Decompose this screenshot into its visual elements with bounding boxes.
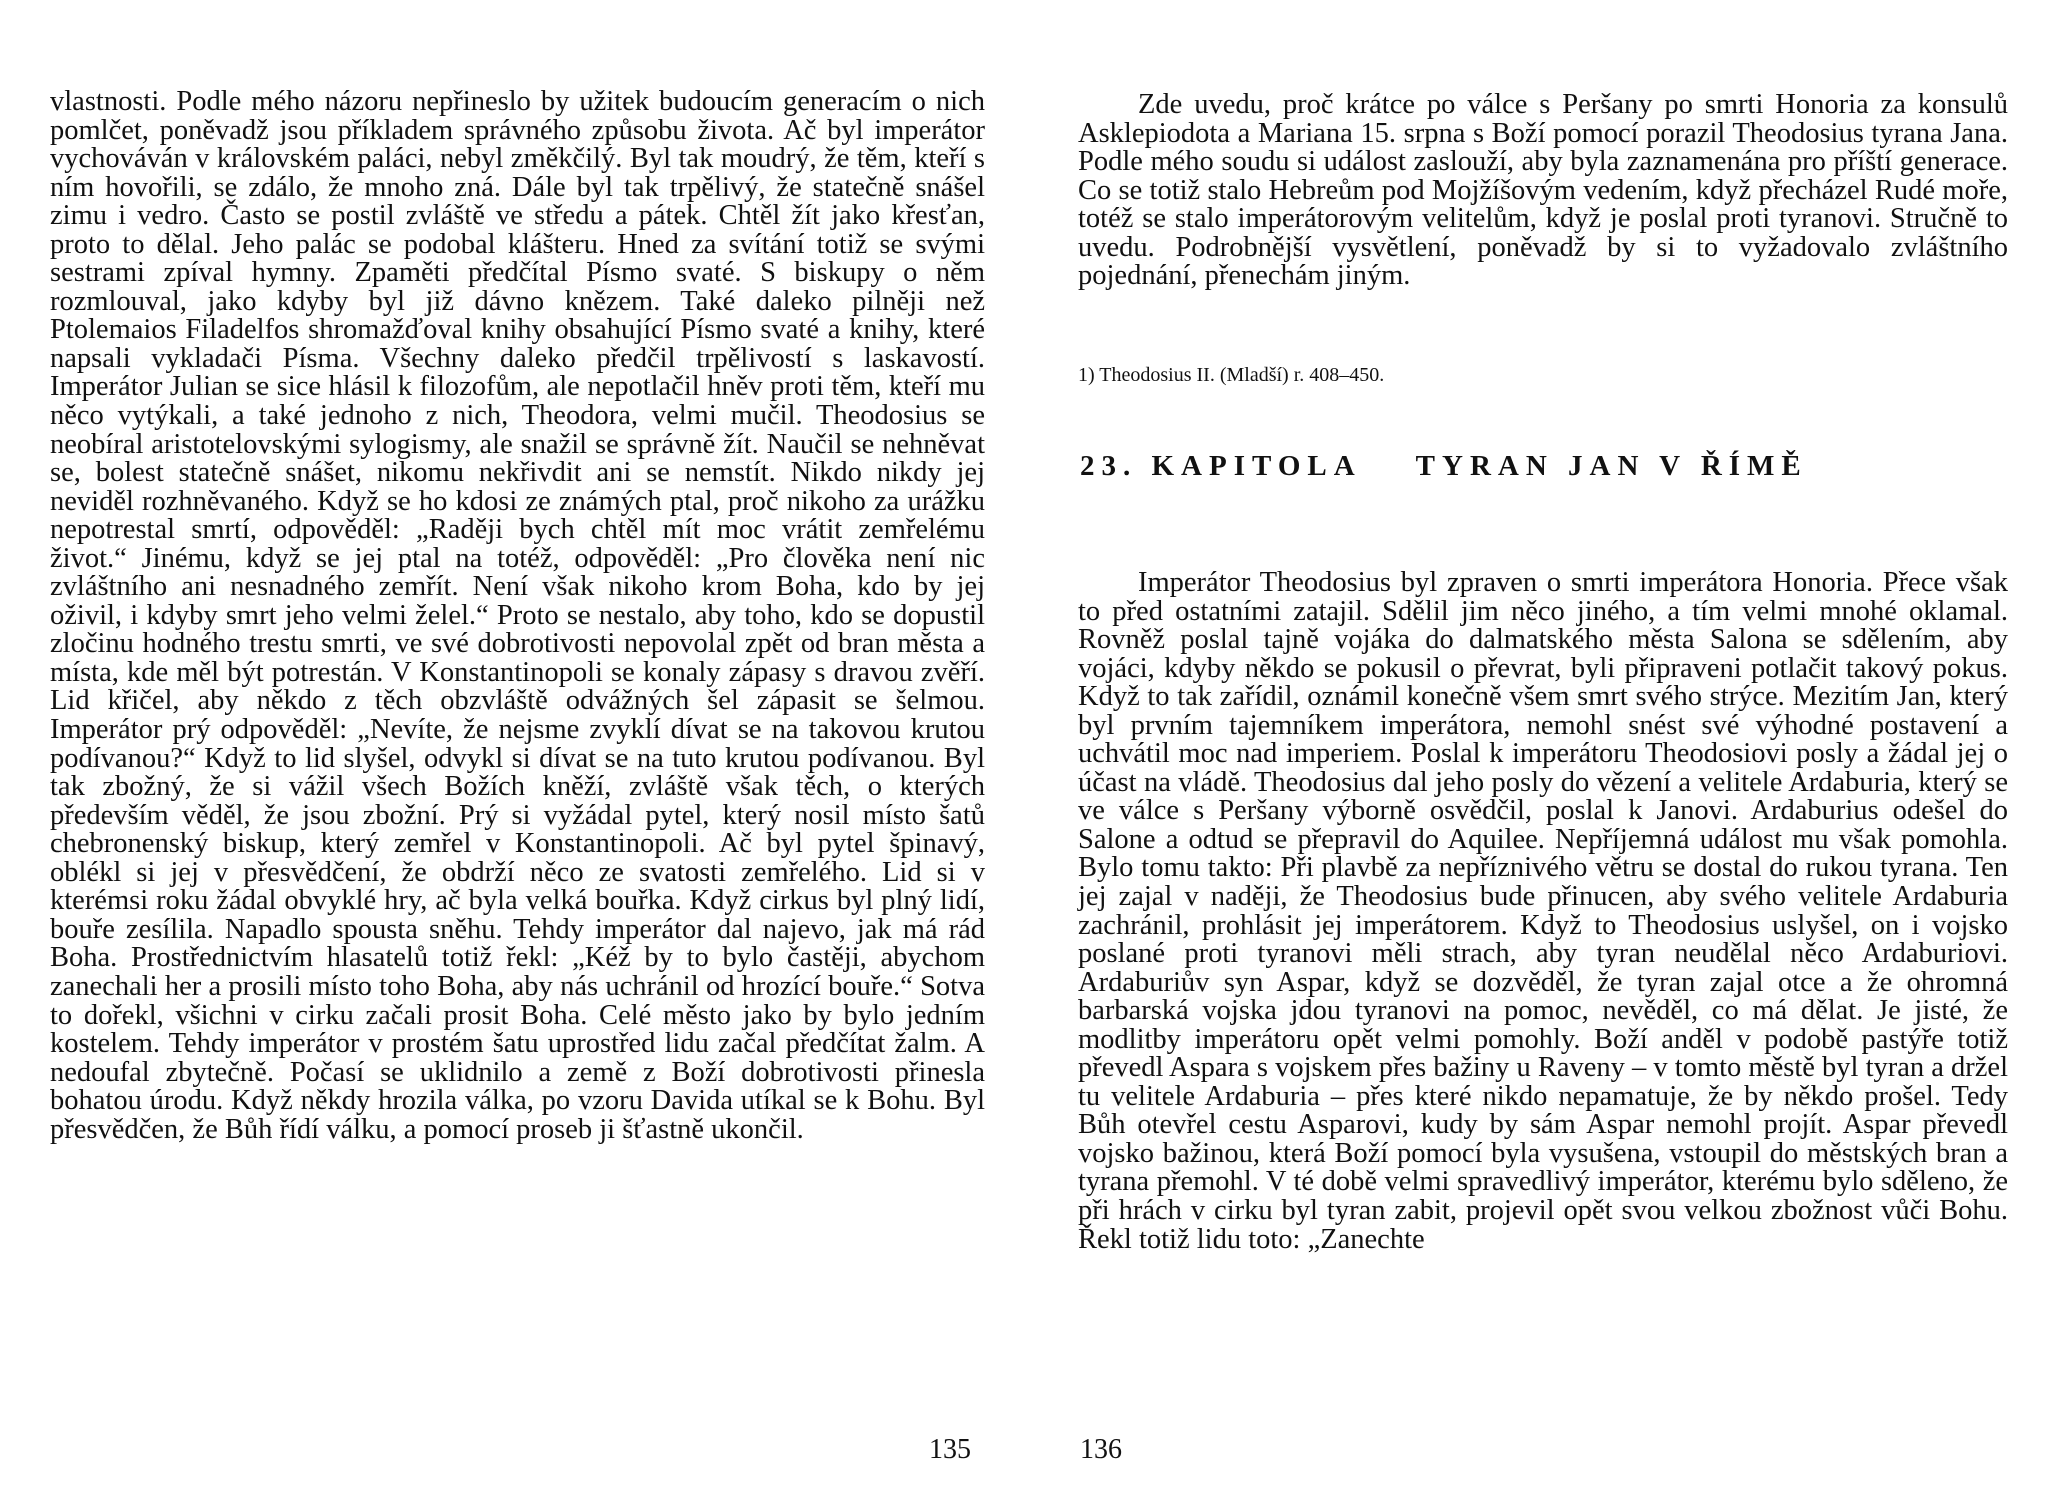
page-number-left: 135: [929, 1434, 971, 1465]
right-page-intro: [1078, 91, 2008, 291]
chapter-heading: [1080, 450, 1808, 483]
intro-paragraph: Zde uvedu, proč krátce po válce s Peršany po smrti Honoria za konsulů Asklepiodota a Mariana 15. srpna s Boží pomocí porazil Theodosius tyrana Jana. Podle mého soudu si událost zaslouží, aby byla zaznamenána pro příští generace. Co se totiž stalo Hebreům pod Mojžíšovým vedením, když přecházel Rudé moře, totéž se stalo imperátorovým velitelům, když je poslal proti tyranovi. Stručně to uvedu. Podrobnější vysvětlení, poněvadž by si to vyžadovalo zvláštního pojednání, přenechám jiným.: [1078, 89, 2008, 292]
chapter-body-text: [1078, 569, 2008, 1254]
right-page: [1024, 0, 2048, 1500]
page-number-right: 136: [1080, 1434, 1122, 1465]
chapter-label: 23. KAPITOLA: [1080, 450, 1362, 482]
left-paragraph: vlastnosti. Podle mého názoru nepřineslo by užitek budoucím generacím o nich pomlčet, poněvadž jsou příkladem správného způsobu života. Ač byl imperátor vychováván v královském paláci, nebyl změkčilý. Byl tak moudrý, že těm, kteří s ním hovořili, se zdálo, že mnoho zná. Dále byl tak trpělivý, že statečně snášel zimu i vedro. Často se postil zvláště ve středu a pátek. Chtěl žít jako křesťan, proto to dělal. Jeho palác se podobal klášteru. Hned za svítání totiž se svými sestrami zpíval hymny. Zpaměti předčítal Písmo svaté. S biskupy o něm rozmlouval, jako kdyby byl již dávno knězem. Také daleko pilněji než Ptolemaios Filadelfos shromažďoval knihy obsahující Písmo svaté a knihy, které napsali vykladači Písma. Všechny daleko předčil trpělivostí s laskavostí. Imperátor Julian se sice hlásil k filozofům, ale nepotlačil hněv proti těm, kteří mu něco vytýkali, a také jednoho z nich, Theodora, velmi mučil. Theodosius se neobíral aristotelovskými sylogismy, ale snažil se správně žít. Naučil se nehněvat se, bolest statečně snášet, nikomu nekřivdit ani se nemstít. Nikdo nikdy jej neviděl rozhněvaného. Když se ho kdosi ze známých ptal, proč nikoho za urážku nepotrestal smrtí, odpověděl: „Raději bych chtěl mít moc vrátit zemřelému život.“ Jinému, když se jej ptal na totéž, odpověděl: „Pro člověka není nic zvláštního ani nesnadného zemřít. Není však nikoho krom Boha, kdo by jej oživil, i kdyby smrt jeho velmi želel.“ Proto se nestalo, aby toho, kdo se dopustil zločinu hodného trestu smrti, ve své dobrotivosti nepovolal zpět od bran města a místa, kde měl být potrestán. V Konstantinopoli se konaly zápasy s dravou zvěří. Lid křičel, aby někdo z těch obzvláště odvážných šel zápasit se šelmou. Imperátor prý odpověděl: „Nevíte, že nejsme zvyklí dívat se na takovou krutou podívanou?“ Když to lid slyšel, odvykl si dívat se na tuto krutou podívanou. Byl tak zbožný, že si vážil všech Božích kněží, zvláště však těch, o kterých především věděl, že jsou zbožní. Prý si vyžádal pytel, který nosil místo šatů chebronenský biskup, který zemřel v Konstantinopoli. Ač byl pytel špinavý, oblékl si jej v přesvědčení, že obdrží něco ze svatosti zemřelého. Lid si v kterémsi roku žádal obvyklé hry, ač byla velká bouřka. Když cirkus byl plný lidí, bouře zesílila. Napadlo spousta sněhu. Tehdy imperátor dal najevo, jak má rád Boha. Prostřednictvím hlasatelů totiž řekl: „Kéž by to bylo častěji, abychom zanechali her a prosili místo toho Boha, aby nás uchránil od hrozící bouře.“ Sotva to dořekl, všichni v cirku začali prosit Boha. Celé město jako by bylo jedním kostelem. Tehdy imperátor v prostém šatu uprostřed lidu začal předčítat žalm. A nedoufal zbytečně. Počasí se uklidnilo a země z Boží dobrotivosti přinesla bohatou úrodu. Když někdy hrozila válka, po vzoru Davida utíkal se k Bohu. Byl přesvědčen, že Bůh řídí válku, a pomocí proseb ji šťastně ukončil.: [50, 86, 985, 1145]
left-page-body-text: [50, 88, 985, 1144]
footnote: 1) Theodosius II. (Mladší) r. 408–450.: [1078, 364, 1385, 386]
chapter-title: TYRAN JAN V ŘÍMĚ: [1415, 450, 1808, 482]
chapter-paragraph: Imperátor Theodosius byl zpraven o smrti imperátora Honoria. Přece však to před ostatními zatajil. Sdělil jim něco jiného, a tím velmi mnohé oklamal. Rovněž poslal tajně vojáka do dalmatského města Salona se sdělením, aby vojáci, kdyby někdo se pokusil o převrat, byli připraveni potlačit takový pokus. Když to tak zařídil, oznámil konečně všem smrt svého strýce. Mezitím Jan, který byl prvním tajemníkem imperátora, nemohl snést své výhodné postavení a uchvátil moc nad imperiem. Poslal k imperátoru Theodosiovi posly a žádal jej o účast na vládě. Theodosius dal jeho posly do vězení a velitele Ardaburia, který se ve válce s Peršany výborně osvědčil, poslal k Janovi. Ardaburius odešel do Salone a odtud se přepravil do Aquilee. Nepříjemná událost mu však pomohla. Bylo tomu takto: Při plavbě za nepříznivého větru se dostal do rukou tyrana. Ten jej zajal v naději, že Theodosius bude přinucen, aby svého velitele Ardaburia zachránil, prohlásit jej imperátorem. Když to Theodosius uslyšel, on i vojsko poslané proti tyranovi měli strach, aby tyran neudělal něco Ardaburiovi. Ardaburiův syn Aspar, když se dozvěděl, že tyran zajal otce a že ohromná barbarská vojska jdou tyranovi na pomoc, nevěděl, co má dělat. Je jisté, že modlitby imperátoru opět velmi pomohly. Boží anděl v podobě pastýře totiž převedl Aspara s vojskem přes bažiny u Raveny – v tomto městě byl tyran a držel tu velitele Ardaburia – přes které nikdo nepamatuje, že by někdo prošel. Tedy Bůh otevřel cestu Asparovi, kudy by sám Aspar nemohl projít. Aspar převedl vojsko bažinou, která Boží pomocí byla vysušena, vstoupil do městských bran a tyrana přemohl. V té době velmi spravedlivý imperátor, kterému bylo sděleno, že při hrách v cirku byl tyran zabit, projevil opět svou velkou zbožnost vůči Bohu. Řekl totiž lidu toto: „Zanechte: [1078, 567, 2008, 1255]
